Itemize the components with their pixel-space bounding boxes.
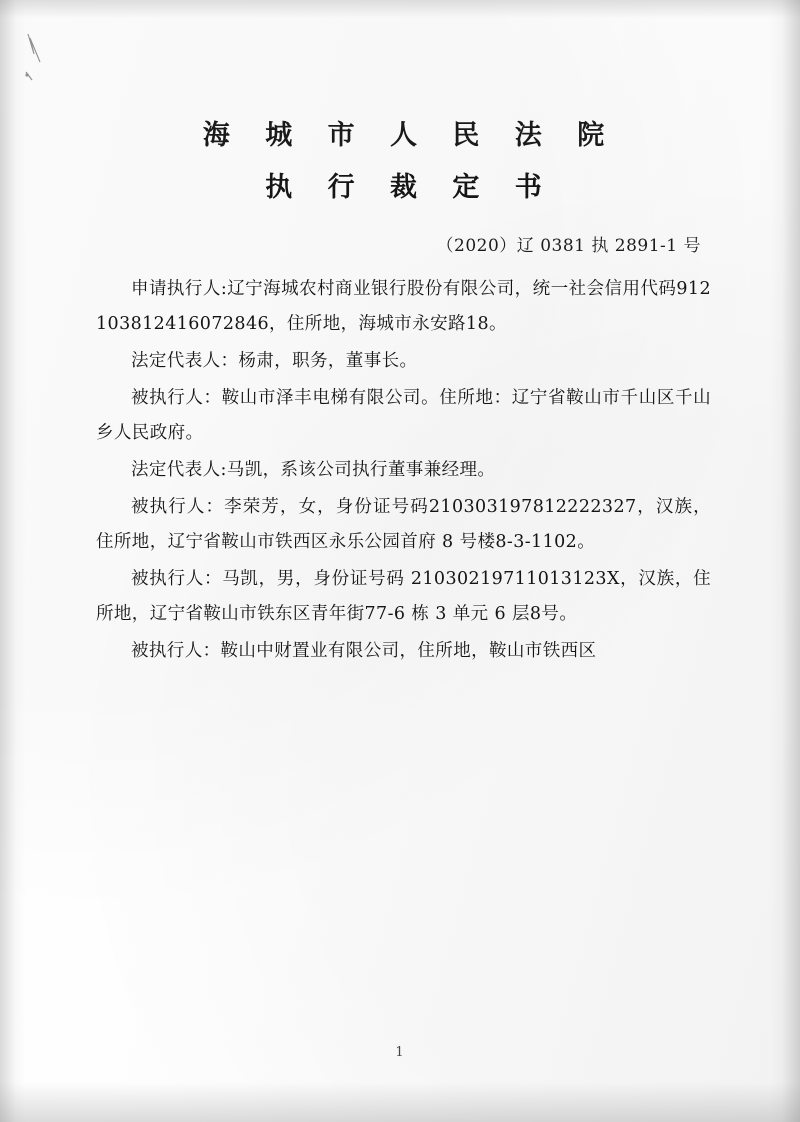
court-name-title: 海 城 市 人 民 法 院 [202,120,618,151]
paragraph-respondent-legal-rep: 法定代表人:马凯，系该公司执行董事兼经理。 [131,459,496,480]
paragraph-respondent-company-2: 被执行人：鞍山中财置业有限公司，住所地，鞍山市铁西区 [131,640,597,661]
scan-artifact-mark [18,28,78,88]
page-edge-shadow-left [0,0,26,1122]
paragraph-applicant-legal-rep: 法定代表人：杨肃，职务，董事长。 [131,350,418,371]
document-type-subtitle: 执 行 裁 定 书 [265,172,555,204]
page-edge-shadow-right [770,0,800,1122]
document-body [96,120,711,671]
page-edge-shadow-bottom [0,1082,800,1122]
paragraph-respondent-person-2: 被执行人：马凯，男，身份证号码 21030219711013123X，汉族，住所地，辽宁省鞍山市铁东区青年街77-6 栋 3 单元 6 层8号。 [96,568,711,624]
paragraph-respondent-person-1: 被执行人：李荣芳，女，身份证号码210303197812222327，汉族，住所地，辽宁省鞍山市铁西区永乐公园首府 8 号楼8-3-1102。 [96,496,711,552]
page-edge-shadow-top [0,0,800,18]
page-number: 1 [395,1045,405,1060]
paragraph-applicant: 申请执行人:辽宁海城农村商业银行股份有限公司，统一社会信用代码912103812416072846，住所地，海城市永安路18。 [96,278,711,334]
case-number: （2020）辽 0381 执 2891-1 号 [436,235,701,256]
paragraph-respondent-company: 被执行人：鞍山市泽丰电梯有限公司。住所地：辽宁省鞍山市千山区千山乡人民政府。 [96,387,711,443]
